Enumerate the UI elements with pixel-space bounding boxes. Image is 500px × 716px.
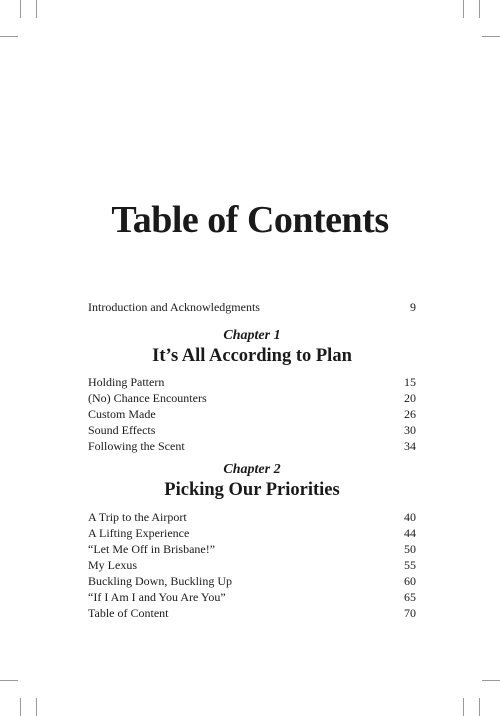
toc-chapter-2	[88, 461, 416, 621]
toc-entry-page: 40	[404, 510, 416, 524]
chapter-title: Picking Our Priorities	[164, 480, 340, 500]
toc-entry-page: 26	[404, 407, 416, 421]
toc-entry-label: Buckling Down, Buckling Up	[88, 574, 232, 588]
crop-mark	[20, 698, 21, 716]
toc-entry-label: A Lifting Experience	[88, 526, 190, 540]
toc-entry-page: 60	[404, 574, 416, 588]
page-title: Table of Contents	[111, 199, 389, 241]
crop-mark	[479, 698, 480, 716]
toc-entry-page: 20	[404, 391, 416, 405]
crop-mark	[479, 0, 480, 18]
toc-entry-page: 15	[404, 375, 416, 389]
chapter-label: Chapter 2	[223, 462, 281, 477]
toc-entry-page: 9	[410, 300, 416, 314]
toc-entry-page: 44	[404, 526, 416, 540]
toc-entry-page: 50	[404, 542, 416, 556]
toc-entry-label: Table of Content	[88, 606, 169, 620]
toc-entry	[88, 605, 416, 621]
toc-entry-label: Following the Scent	[88, 439, 185, 453]
toc-entry-label: Custom Made	[88, 407, 156, 421]
toc-entry	[88, 525, 416, 541]
toc-entry-page: 34	[404, 439, 416, 453]
toc-entry-page: 70	[404, 606, 416, 620]
crop-mark	[36, 698, 37, 716]
crop-mark	[482, 36, 500, 37]
toc-entry	[88, 589, 416, 605]
toc-chapter-1	[88, 327, 416, 454]
toc-entry	[88, 573, 416, 589]
toc-entry	[88, 406, 416, 422]
crop-mark	[463, 0, 464, 18]
toc-entry	[88, 374, 416, 390]
toc-entry-label: A Trip to the Airport	[88, 510, 187, 524]
toc-entry	[88, 438, 416, 454]
crop-mark	[0, 680, 18, 681]
toc-entry-label: Holding Pattern	[88, 375, 165, 389]
toc-entry-label: Sound Effects	[88, 423, 156, 437]
toc-entry	[88, 509, 416, 525]
toc-entry	[88, 299, 416, 315]
chapter-title: It’s All According to Plan	[152, 346, 352, 366]
crop-mark	[463, 698, 464, 716]
toc-entry-label: “If I Am I and You Are You”	[88, 590, 226, 604]
toc-entry-page: 55	[404, 558, 416, 572]
crop-mark	[0, 36, 18, 37]
crop-mark	[36, 0, 37, 18]
crop-mark	[482, 680, 500, 681]
toc-entry	[88, 390, 416, 406]
toc-entry-label: (No) Chance Encounters	[88, 391, 207, 405]
toc-entry	[88, 557, 416, 573]
toc-entry-page: 65	[404, 590, 416, 604]
chapter-label: Chapter 1	[223, 328, 281, 343]
toc-entry-label: My Lexus	[88, 558, 137, 572]
toc-entry-label: Introduction and Acknowledgments	[88, 300, 260, 314]
crop-mark	[20, 0, 21, 18]
toc-entry-page: 30	[404, 423, 416, 437]
toc-entry	[88, 541, 416, 557]
toc-entry	[88, 422, 416, 438]
toc-intro	[88, 299, 416, 315]
toc-entry-label: “Let Me Off in Brisbane!”	[88, 542, 216, 556]
